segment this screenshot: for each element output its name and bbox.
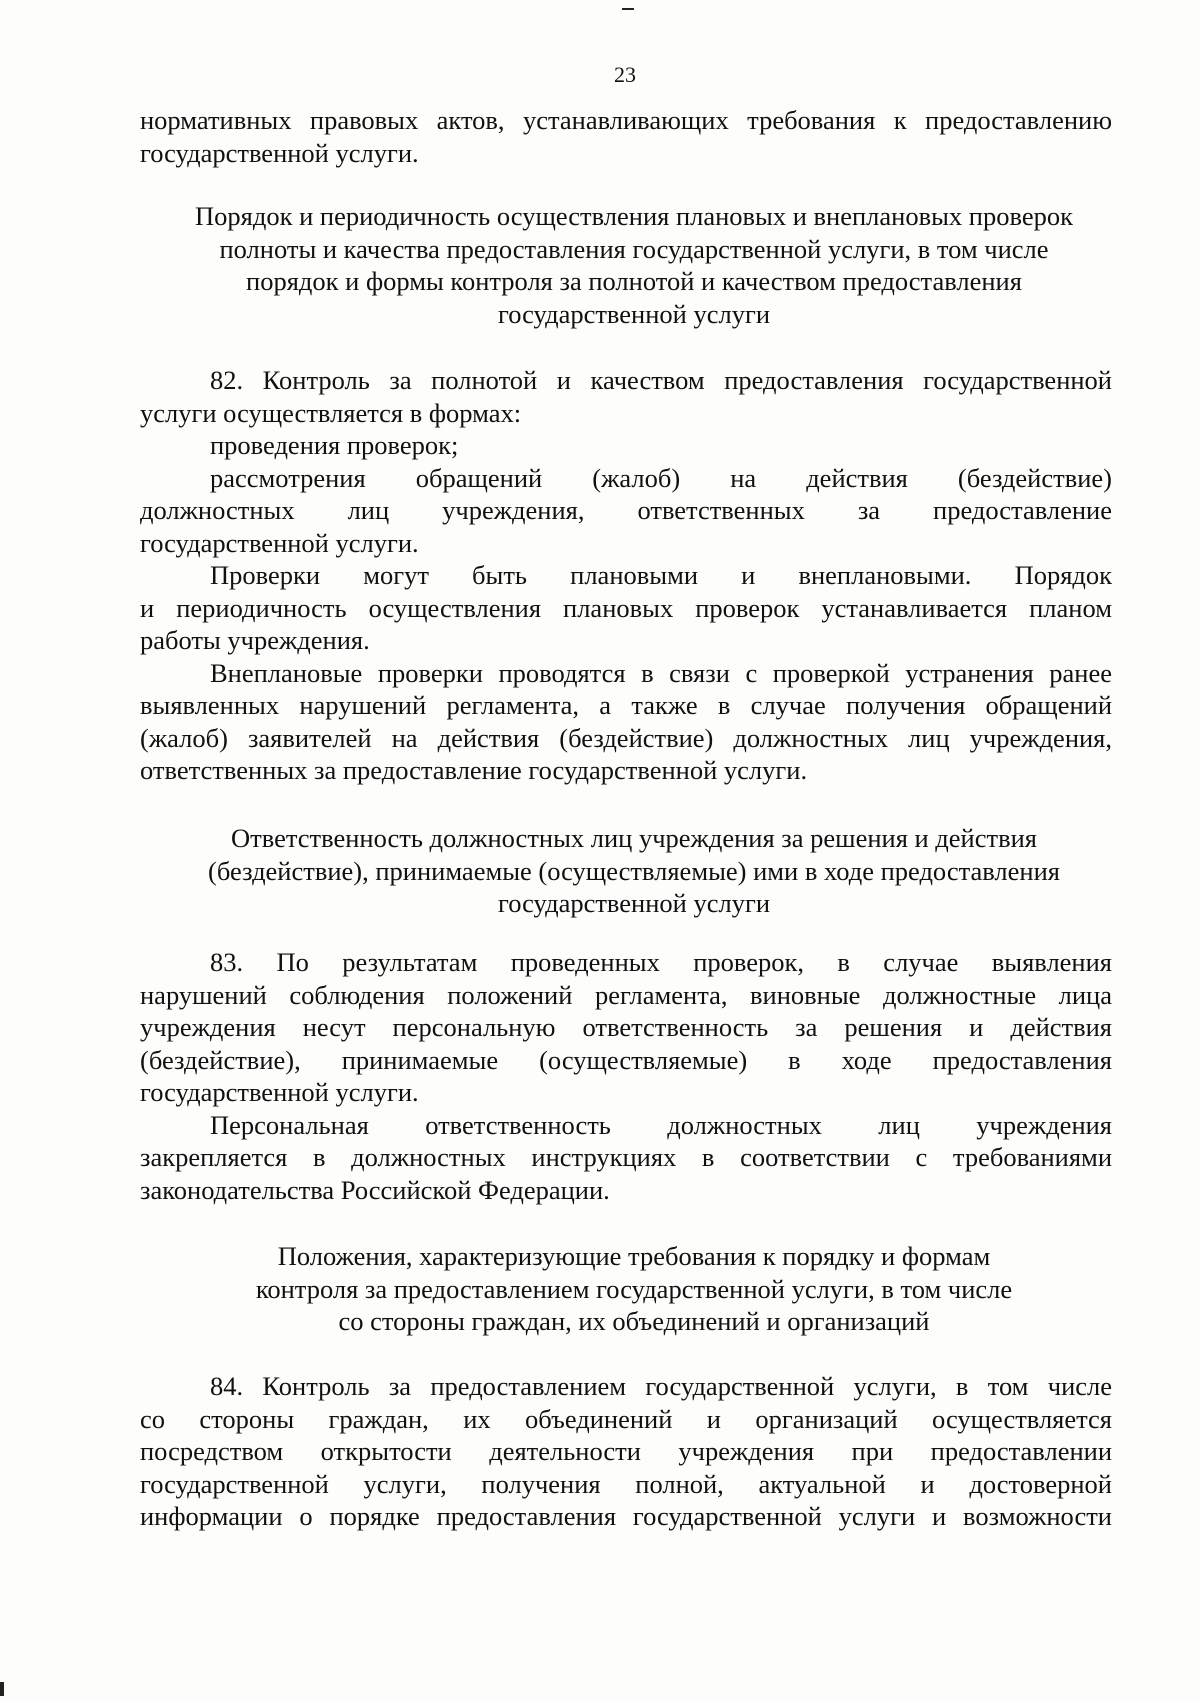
text-line: должностных лиц учреждения, ответственных за предоставление — [140, 495, 1112, 525]
section-heading-inspections — [148, 200, 1120, 330]
heading-line: Ответственность должностных лиц учреждения за решения и действия — [231, 823, 1037, 853]
text-line: государственной услуги. — [140, 1077, 419, 1107]
text-line: услуги осуществляется в формах: — [140, 397, 522, 428]
text-line: проведения проверок; — [210, 430, 459, 460]
text-line: (бездействие), принимаемые (осуществляемые) в ходе предоставления — [140, 1044, 1112, 1075]
heading-line: Порядок и периодичность осуществления плановых и внеплановых проверок — [195, 201, 1073, 231]
section-heading-control-provisions — [148, 1240, 1120, 1338]
text-line: Проверки могут быть плановыми и внеплановыми. Порядок — [210, 560, 1112, 590]
text-line: государственной услуги, получения полной, актуальной и достоверной — [140, 1468, 1112, 1499]
text-line: нормативных правовых актов, устанавливающих требования к предоставлению — [140, 105, 1112, 135]
section-heading-responsibility — [148, 822, 1120, 920]
paragraph-82 — [140, 364, 1112, 787]
heading-line: (бездействие), принимаемые (осуществляемые) ими в ходе предоставления — [208, 855, 1060, 886]
text-line: рассмотрения обращений (жалоб) на действия (бездействие) — [210, 462, 1112, 493]
text-line: нарушений соблюдения положений регламента, виновные должностные лица — [140, 979, 1112, 1010]
scan-mark-left — [0, 1682, 4, 1696]
heading-line: Положения, характеризующие требования к порядку и формам — [277, 1241, 991, 1271]
page-number: 23 — [614, 62, 636, 87]
text-line: информации о порядке предоставления государственной услуги и возможности — [140, 1501, 1112, 1531]
text-line: и периодичность осуществления плановых проверок устанавливается планом — [140, 592, 1112, 623]
paragraph-83 — [140, 946, 1112, 1206]
text-line: 82. Контроль за полнотой и качеством предоставления государственной — [210, 365, 1112, 395]
text-line: Внеплановые проверки проводятся в связи с проверкой устранения ранее — [210, 657, 1112, 688]
text-line: государственной услуги. — [140, 527, 419, 558]
paragraph-84 — [140, 1370, 1112, 1533]
heading-line: полноты и качества предоставления государственной услуги, в том числе — [219, 233, 1049, 264]
heading-line: порядок и формы контроля за полнотой и качеством предоставления — [246, 266, 1022, 296]
text-line: 84. Контроль за предоставлением государственной услуги, в том числе — [210, 1371, 1112, 1401]
text-line: государственной услуги. — [140, 137, 419, 168]
text-line: ответственных за предоставление государственной услуги. — [140, 755, 808, 785]
text-line: учреждения несут персональную ответственность за решения и действия — [140, 1012, 1112, 1042]
heading-line: государственной услуги — [497, 888, 771, 918]
text-line: 83. По результатам проведенных проверок, в случае выявления — [210, 947, 1112, 977]
heading-line: контроля за предоставлением государственной услуги, в том числе — [255, 1273, 1013, 1304]
text-line: (жалоб) заявителей на действия (бездействие) должностных лиц учреждения, — [140, 722, 1112, 753]
text-line: работы учреждения. — [140, 625, 370, 655]
text-line: со стороны граждан, их объединений и организаций осуществляется — [140, 1403, 1112, 1434]
text-line: выявленных нарушений регламента, а также в случае получения обращений — [140, 690, 1112, 720]
text-line: Персональная ответственность должностных лиц учреждения — [210, 1109, 1112, 1140]
heading-line: государственной услуги — [497, 298, 771, 329]
intro-paragraph — [140, 104, 1112, 169]
text-line: закрепляется в должностных инструкциях в соответствии с требованиями — [140, 1142, 1112, 1172]
heading-line: со стороны граждан, их объединений и организаций — [338, 1306, 930, 1336]
text-line: посредством открытости деятельности учреждения при предоставлении — [140, 1436, 1112, 1466]
text-line: законодательства Российской Федерации. — [140, 1174, 610, 1205]
scan-mark-top — [622, 8, 634, 10]
